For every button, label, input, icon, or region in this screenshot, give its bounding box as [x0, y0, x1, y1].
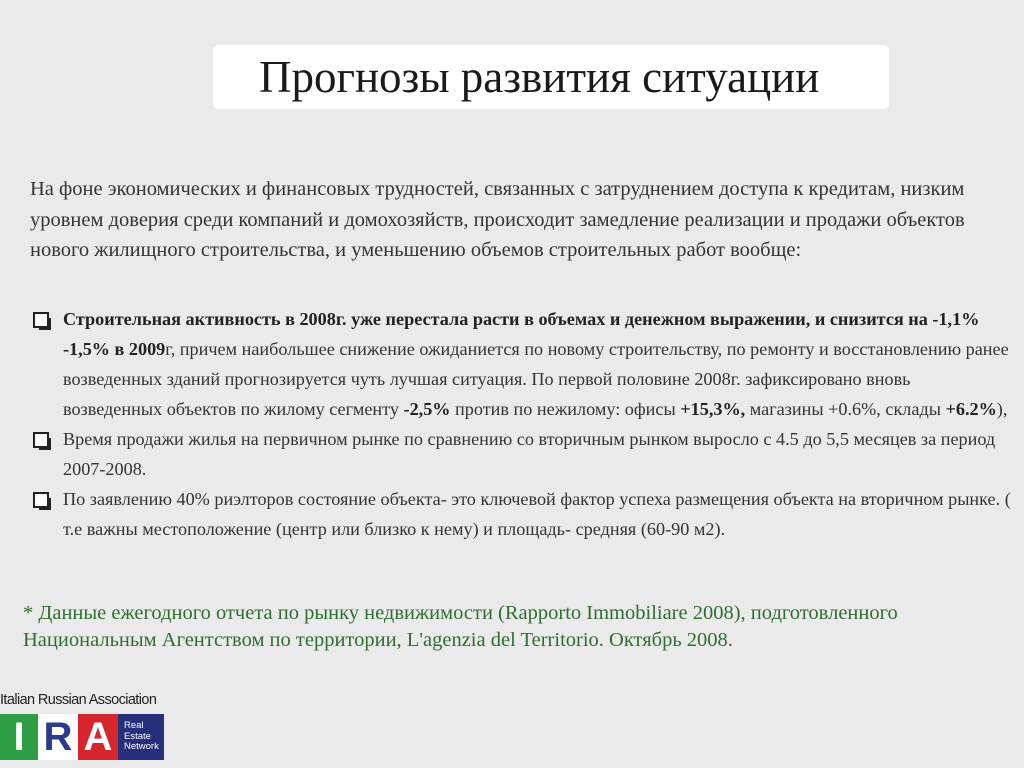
bold-value: -2,5%: [403, 399, 451, 419]
checkbox-bullet-icon: [33, 312, 49, 328]
checkbox-bullet-icon: [33, 432, 49, 448]
page-title: Прогнозы развития ситуации: [259, 52, 820, 102]
bullet-item-sale-time: [33, 424, 1013, 484]
bullet-item-construction: [33, 304, 1013, 424]
source-footnote: * Данные ежегодного отчета по рынку недвижимости (Rapporto Immobiliare 2008), подготовленного Национальным Агентством по территории, L'agenzia del Territorio. Октябрь 2008.: [23, 602, 898, 651]
checkbox-bullet-icon: [33, 492, 49, 508]
logo-flag-bar: [0, 714, 164, 760]
body-text: По заявлению 40% риэлторов состояние объекта- это ключевой фактор успеха размещения объекта на вторичном рынке. ( т.е важны местоположение (центр или близко к нему) и площадь- средняя (60-90 м2).: [63, 489, 1011, 539]
logo-sub-estate: Estate: [124, 730, 151, 742]
logo-letter-i: I: [0, 714, 38, 760]
title-box: [213, 45, 889, 109]
logo-sub-network: Network: [124, 741, 159, 752]
logo-caption: Italian Russian Association: [0, 692, 157, 708]
bold-value: +6.2%: [945, 399, 997, 419]
bullet-item-realtors: [33, 484, 1013, 544]
logo-letter-a: A: [78, 714, 118, 760]
body-text: ),: [996, 399, 1008, 419]
body-text: магазины +0.6%, склады: [745, 399, 946, 419]
bullet-list: [33, 304, 1013, 544]
ira-logo: [0, 692, 170, 768]
intro-paragraph: На фоне экономических и финансовых трудностей, связанных с затруднением доступа к кредитам, низким уровнем доверия среди компаний и домохозяйств, происходит замедление реализации и продажи объектов нового жилищного строительства, и уменьшению объемов строительных работ вообще:: [30, 178, 965, 261]
body-text: г, причем наибольшее снижение ожиданиется по новому строительству, по ремонту и восстановлению ранее возведенных зданий прогнозируется чуть лучшая ситуация. По первой половине 2008г. зафиксировано вновь возведенных объектов по жилому сегменту: [63, 339, 1009, 419]
logo-network-block: [118, 714, 164, 760]
body-text: Время продажи жилья на первичном рынке по сравнению со вторичным рынком выросло с 4.5 до 5,5 месяцев за период 2007-2008.: [63, 429, 996, 479]
body-text: против по нежилому: офисы: [450, 399, 681, 419]
bold-value: +15,3%,: [680, 399, 746, 419]
bold-text: Строительная активность в 2008г. уже перестала расти в объемах и денежном выражении, и снизится на -1,1% -1,5% в 2009: [63, 309, 980, 359]
logo-letter-r: R: [38, 714, 78, 760]
logo-sub-real: Real: [124, 720, 144, 731]
